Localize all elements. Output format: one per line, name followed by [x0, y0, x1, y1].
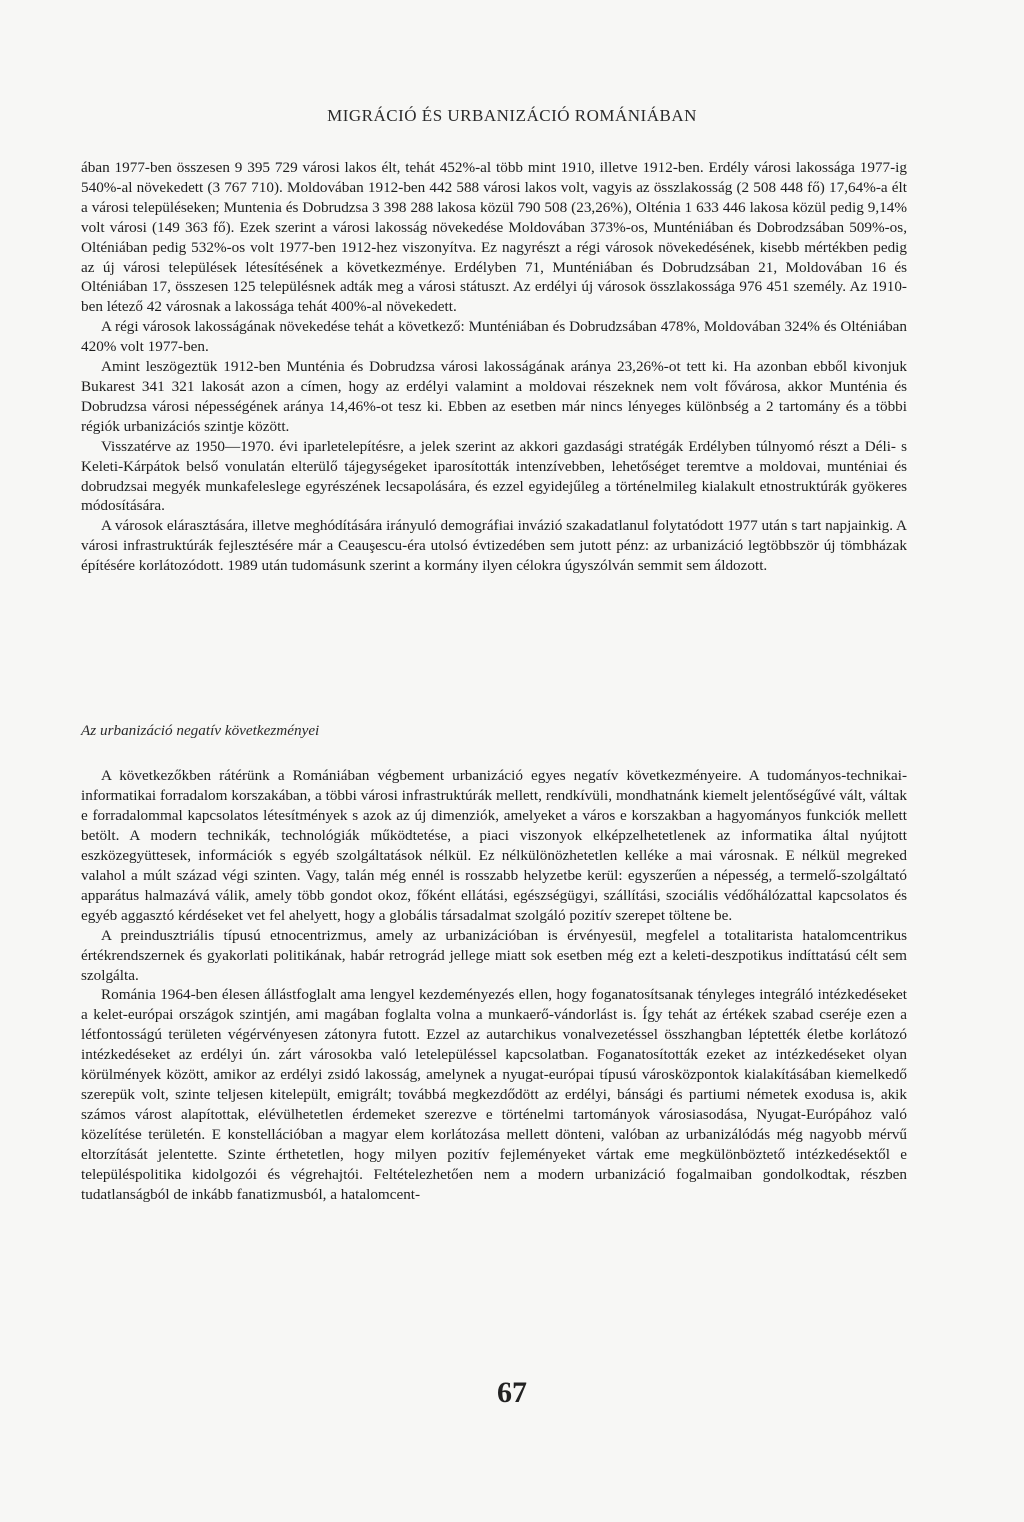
paragraph: ában 1977-ben összesen 9 395 729 városi lakos élt, tehát 452%-al több mint 1910, illetve 1912-ben. Erdély városi lakossága 1977-ig 540%-al növekedett (3 767 710). Moldovában 1912-ben 442 588 városi lakos volt, vagyis az összlakosság (2 508 448 fő) 17,64%-a élt a városi településeken; Muntenia és Dobrudzsa 3 398 288 lakosa közül 790 508 (23,26%), Olténia 1 633 446 lakosa közül pedig 9,14% volt városi (149 363 fő). Ezek szerint a városi lakosság növekedése Moldovában 373%-os, Munténiában és Dobrodzsában 509%-os, Olténiában pedig 532%-os volt 1977-ben 1912-hez viszonyítva. Ez nagyrészt a régi városok növekedésének, kisebb mértékben pedig az új városi települések létesítésének a következménye. Erdélyben 71, Munténiában és Dobrudzsában 21, Moldovában 16 és Olténiában 17, összesen 125 településnek adták meg a városi státuszt. Az erdélyi új városok összlakossága 976 451 személy. Az 1910-ben létező 42 városnak a lakossága tehát 400%-al növekedett.	[81, 159, 907, 316]
body-text-top	[81, 158, 907, 576]
paragraph: A következőkben rátérünk a Romániában végbement urbanizáció egyes negatív következményeire. A tudományos-technikai-informatikai forradalom korszakában, a többi városi infrastruktúrák mellett, rendkívüli, mondhatnánk kiemelt jelentőségűvé vált, váltak e forradalommal kapcsolatos létesítmények s azok az új dimenziók, amelyeket a város e korszakban a hagyományos funkciók mellett betölt. A modern technikák, technológiák működtetése, a piaci viszonyok elképzelhetetlenek az informatika által nyújtott eszközegyüttesek, információk s egyéb szolgáltatások nélkül. Ez nélkülönözhetetlen kelléke a mai városnak. E nélkül megreked valahol a múlt század végi szinten. Vagy, talán még ennél is rosszabb helyzetbe kerül: egyszerűen a népesség, a termelő-szolgáltató apparátus halmazává válik, amely több gondot okoz, főként ellátási, egészségügyi, szállítási, szociális védőhálózattal kapcsolatos és egyéb aggasztó kérdéseket vet fel ahelyett, hogy a globális társadalmat szolgáló pozitív szerepet töltene be.	[81, 767, 907, 924]
paragraph: Amint leszögeztük 1912-ben Munténia és Dobrudzsa városi lakosságának aránya 23,26%-ot tett ki. Ha azonban ebből kivonjuk Bukarest 341 321 lakosát azon a címen, hogy az erdélyi valamint a moldovai részeknek nem volt fővárosa, akkor Munténia és Dobrudzsa városi népességének aránya 14,46%-ot tesz ki. Ebben az esetben már nincs lényeges különbség a 2 tartomány és a többi régiók urbanizációs szintje között.	[81, 358, 907, 435]
body-text-section	[81, 766, 907, 1205]
running-header: MIGRÁCIÓ ÉS URBANIZÁCIÓ ROMÁNIÁBAN	[327, 106, 697, 125]
paragraph: A preindusztriális típusú etnocentrizmus, amely az urbanizációban is érvényesül, megfelel a totalitarista hatalomcentrikus értékrendszernek és gyakorlati politikának, habár retrográd jellege miatt sok esetben még ezt a keleti-deszpotikus indíttatású célt sem szolgálta.	[81, 926, 907, 984]
paragraph: Visszatérve az 1950—1970. évi iparletelepítésre, a jelek szerint az akkori gazdasági stratégák Erdélyben túlnyomó részt a Déli- s Keleti-Kárpátok belső vonulatán elterülő tájegységeket iparosították intenzívebben, lehetőséget teremtve a moldovai, munténiai és dobrudzsai megyék munkafeleslege egyrészének lecsapolására, és ezzel egyidejűleg a történelmileg kialakult etnostruktúrák gyökeres módosítására.	[81, 437, 907, 515]
paragraph: Románia 1964-ben élesen állástfoglalt ama lengyel kezdeményezés ellen, hogy foganatosítsanak tényleges integráló intézkedéseket a kelet-európai országok szintjén, ami magában foglalta volna a munkaerő-vándorlást is. Így tehát az értékek szabad cseréje ezen a létfontosságú területen végérvényesen zátonyra futott. Ezzel az autarchikus vonalvezetéssel összhangban léptették életbe korlátozó intézkedéseket az erdélyi ún. zárt városokba való letelepüléssel kapcsolatban. Foganatosították ezeket az intézkedéseket olyan körülmények között, amikor az erdélyi zsidó lakosság, amelynek a nyugat-európai típusú városközpontok kialakításában kiemelkedő szerepük volt, szinte teljesen kitelepült, emigrált; továbbá megkezdődött az erdélyi, bánsági és partiumi németek exodusa is, akik számos várost alapítottak, elévülhetetlen érdemeket szerezve e történelmi tartományok városiasodása, Nyugat-Európához való közelítése területén. E konstellációban a magyar elem korlátozása mellett dönteni, valóban az urbanizálódás még nagyobb mérvű eltorzítását jelentette. Szinte érthetetlen, hogy milyen pozitív fejleményeket vártak eme megkülönböztető intézkedésektől e településpolitika kidolgozói és végrehajtói. Feltételezhetően nem a modern urbanizáció fogalmaiban gondolkodtak, részben tudatlanságból de inkább fanatizmusból, a hatalomcent-	[81, 986, 907, 1204]
section-heading: Az urbanizáció negatív következményei	[81, 722, 320, 739]
paragraph: A városok elárasztására, illetve meghódítására irányuló demográfiai invázió szakadatlanul folytatódott 1977 után s tart napjainkig. A városi infrastruktúrák fejlesztésére már a Ceauşescu-éra utolsó évtizedében sem jutott pénz: az urbanizáció legtöbbször új tömbházak építésére korlátozódott. 1989 után tudomásunk szerint a kormány ilyen célokra úgyszólván semmit sem áldozott.	[81, 517, 907, 575]
paragraph: A régi városok lakosságának növekedése tehát a következő: Munténiában és Dobrudzsában 478%, Moldovában 324% és Olténiában 420% volt 1977-ben.	[81, 318, 907, 356]
page-number: 67	[497, 1376, 527, 1409]
